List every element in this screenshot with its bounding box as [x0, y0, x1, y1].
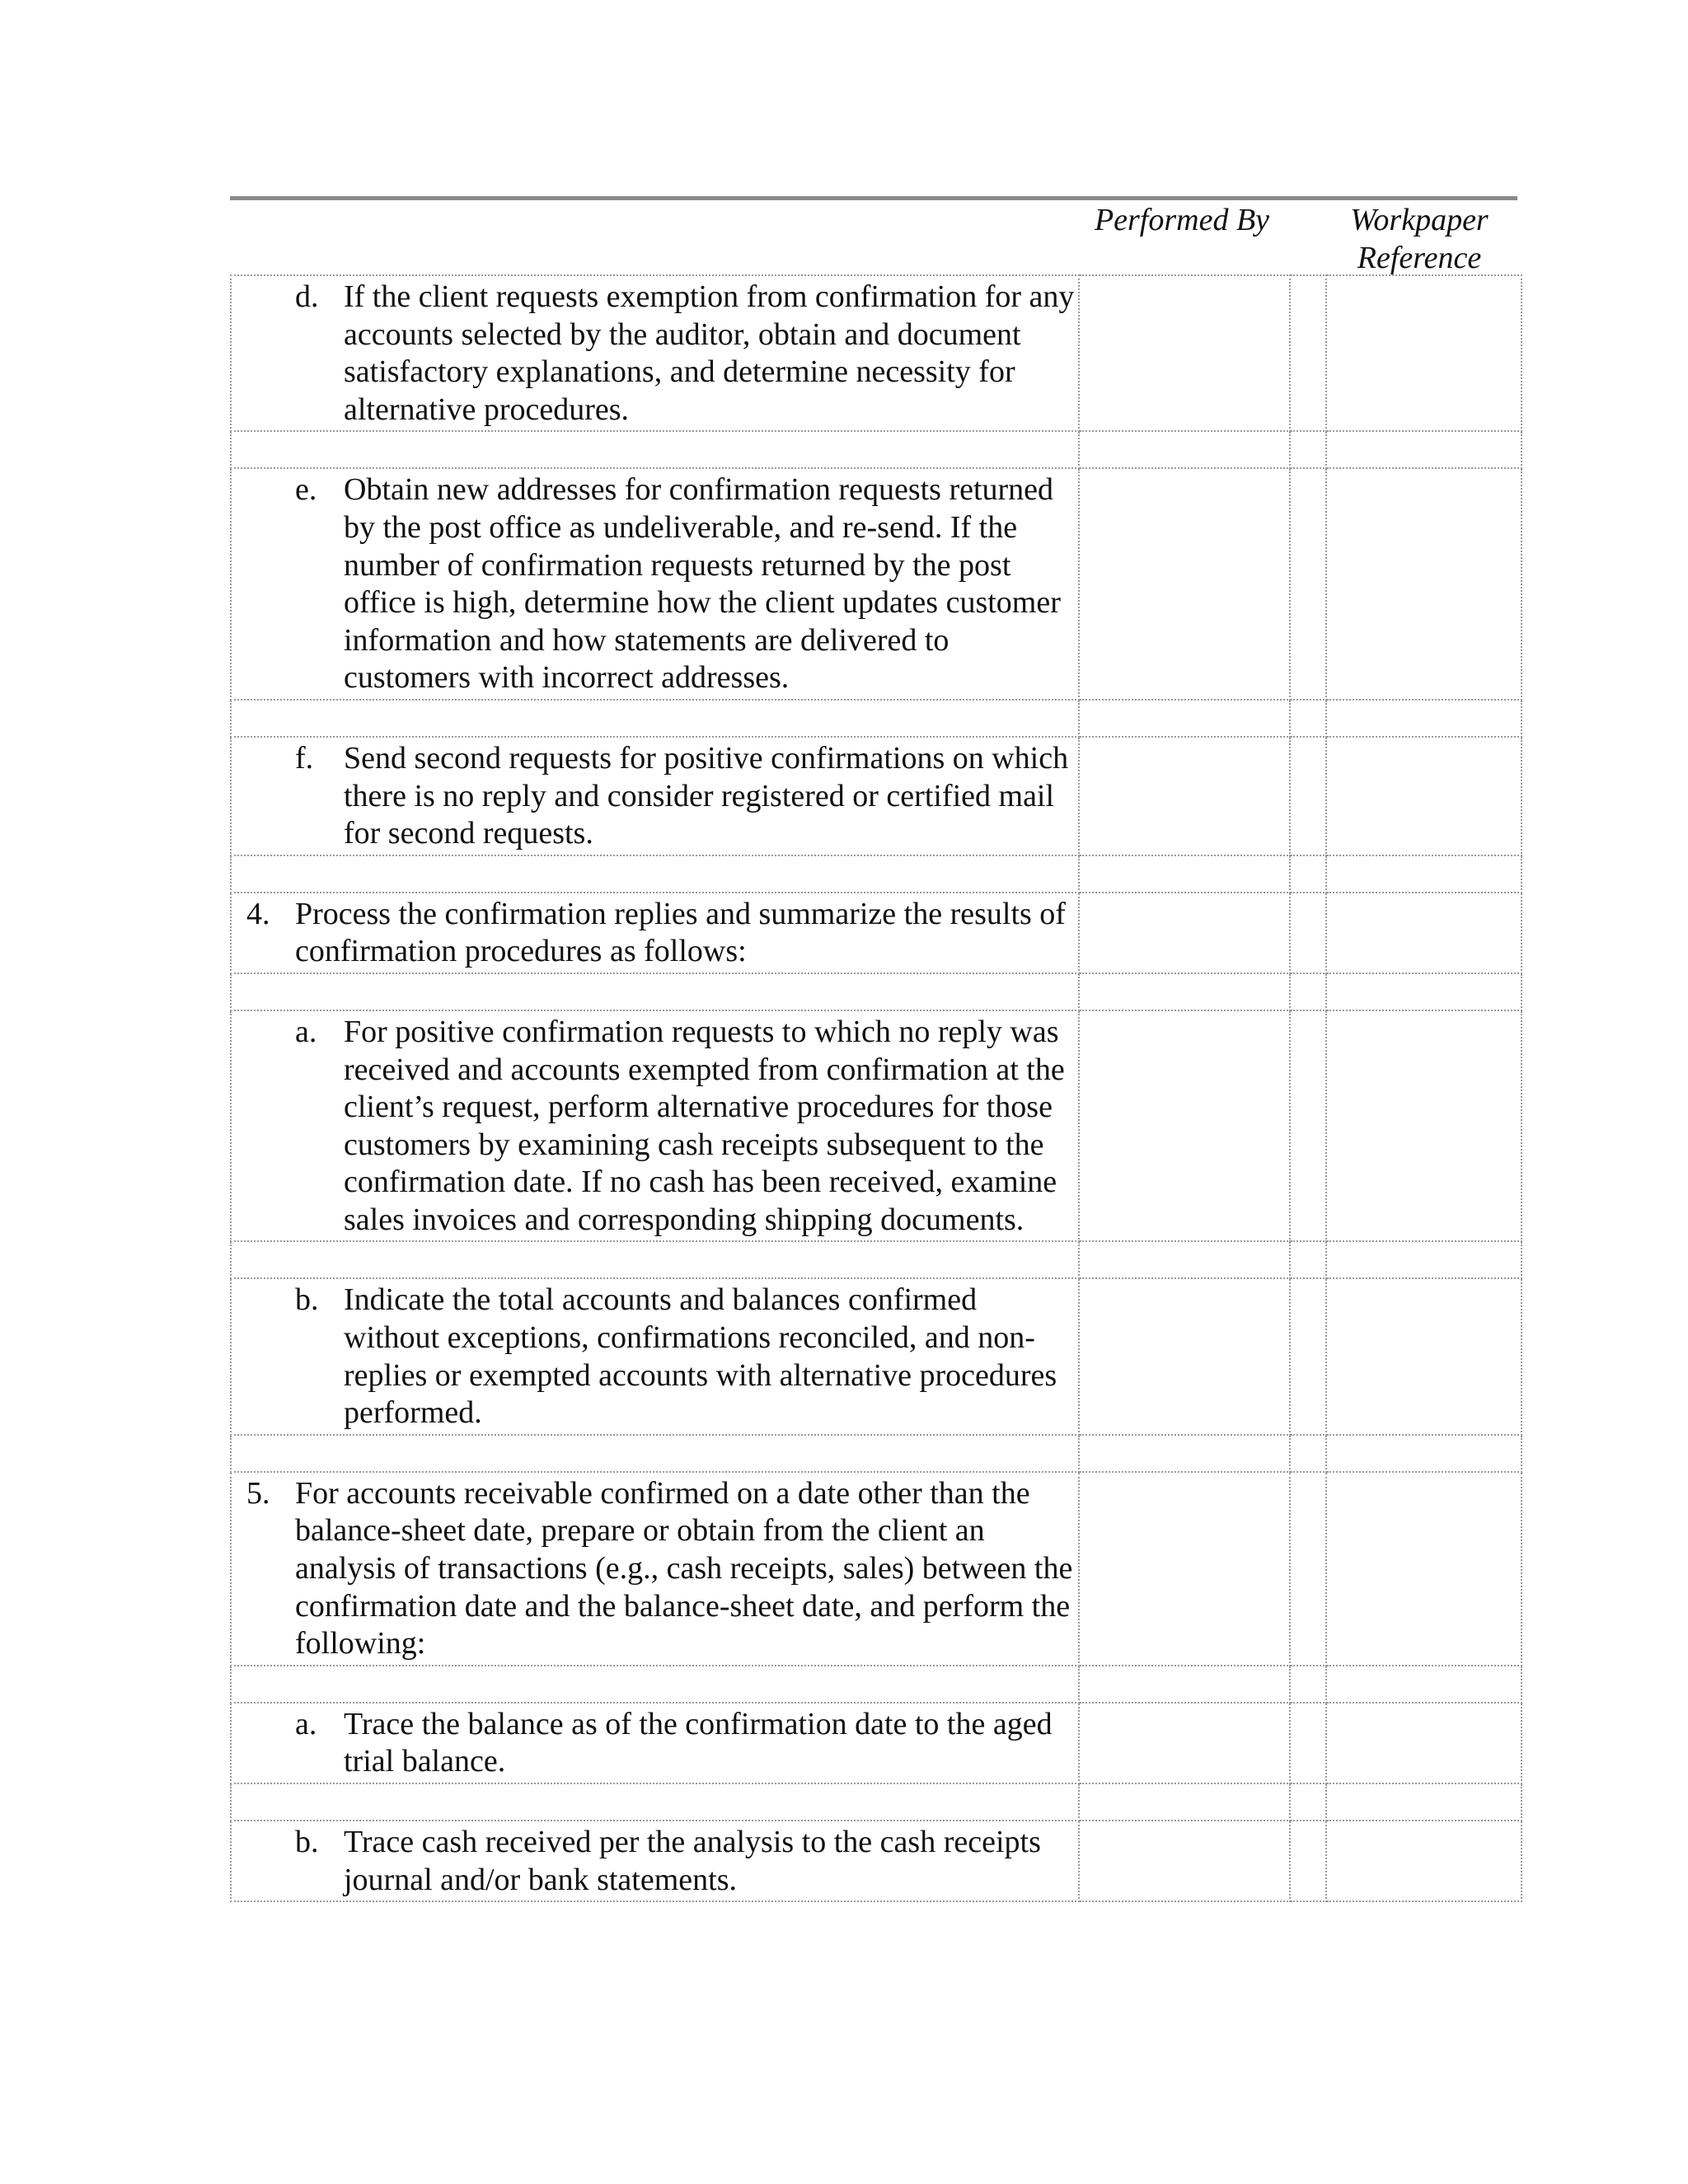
spacer-row [231, 700, 1522, 737]
performed-by-cell[interactable] [1079, 1821, 1290, 1901]
gap-cell [1290, 1821, 1326, 1901]
header-workpaper-reference: Workpaper Reference [1350, 203, 1489, 275]
item-label: e. [295, 472, 317, 508]
procedure-row [231, 1821, 1522, 1901]
item-text: Obtain new addresses for confirmation requests returned by the post office as undeliverable, and re-send. If the number of confirmation requests returned by the post office is high, determine how the client updates customer information and how statements are delivered to customers with incorrect addresses. [344, 472, 1061, 696]
spacer-row [231, 1783, 1522, 1821]
performed-by-cell[interactable] [1079, 275, 1290, 431]
spacer-row [231, 431, 1522, 468]
gap-cell [1290, 275, 1326, 431]
procedure-row [231, 1703, 1522, 1783]
performed-by-cell[interactable] [1079, 1703, 1290, 1783]
procedure-table [230, 274, 1522, 1902]
workpaper-reference-cell[interactable] [1326, 1472, 1522, 1666]
performed-by-cell[interactable] [1079, 468, 1290, 700]
item-text: Indicate the total accounts and balances confirmed without exceptions, confirmations reconciled, and non-replies or exempted accounts with alternative procedures performed. [344, 1282, 1057, 1431]
item-label: b. [295, 1825, 319, 1859]
gap-cell [1290, 1278, 1326, 1434]
performed-by-cell[interactable] [1079, 737, 1290, 855]
performed-by-cell[interactable] [1079, 893, 1290, 973]
item-label: a. [295, 1706, 317, 1741]
item-label: 5. [246, 1475, 270, 1511]
performed-by-cell[interactable] [1079, 1278, 1290, 1434]
item-label: b. [295, 1282, 319, 1318]
spacer-row [231, 855, 1522, 893]
spacer-row [231, 1666, 1522, 1703]
item-label: f. [295, 740, 314, 776]
procedure-description-cell [231, 737, 1079, 855]
spacer-row [231, 1241, 1522, 1278]
gap-cell [1290, 737, 1326, 855]
procedure-row [231, 1010, 1522, 1242]
item-text: Send second requests for positive confirmations on which there is no reply and consider registered or certified mail for second requests. [344, 740, 1069, 851]
top-rule [230, 196, 1517, 200]
procedure-item [232, 1821, 1078, 1900]
workpaper-reference-cell[interactable] [1326, 1010, 1522, 1242]
procedure-item [232, 738, 1078, 855]
procedure-description-cell [231, 893, 1079, 973]
performed-by-cell[interactable] [1079, 1010, 1290, 1242]
gap-cell [1290, 1703, 1326, 1783]
procedure-description-cell [231, 1010, 1079, 1242]
procedure-row [231, 1472, 1522, 1666]
procedure-row [231, 468, 1522, 700]
gap-cell [1290, 893, 1326, 973]
procedure-row [231, 893, 1522, 973]
item-label: d. [295, 279, 319, 314]
item-text: If the client requests exemption from confirmation for any accounts selected by the auditor, obtain and document satisfactory explanations, and determine necessity for alternative procedures. [344, 279, 1075, 427]
procedure-item [232, 1011, 1078, 1241]
workpaper-reference-cell[interactable] [1326, 468, 1522, 700]
spacer-row [231, 1435, 1522, 1472]
workpaper-reference-cell[interactable] [1326, 893, 1522, 973]
item-text: Trace the balance as of the confirmation date to the aged trial balance. [344, 1706, 1053, 1779]
procedure-item [232, 469, 1078, 699]
workpaper-reference-cell[interactable] [1326, 737, 1522, 855]
workpaper-reference-cell[interactable] [1326, 1821, 1522, 1901]
header-performed-by: Performed By [1094, 203, 1270, 237]
procedure-description-cell [231, 275, 1079, 431]
procedure-item [232, 1704, 1078, 1783]
item-label: a. [295, 1014, 317, 1049]
procedure-item [232, 1279, 1078, 1433]
workpaper-reference-cell[interactable] [1326, 1703, 1522, 1783]
procedure-row [231, 1278, 1522, 1434]
procedure-item [232, 1473, 1078, 1665]
procedure-item [232, 276, 1078, 430]
gap-cell [1290, 468, 1326, 700]
procedure-description-cell [231, 468, 1079, 700]
item-label: 4. [246, 896, 270, 931]
procedure-row [231, 737, 1522, 855]
spacer-row [231, 973, 1522, 1010]
procedure-description-cell [231, 1821, 1079, 1901]
procedure-description-cell [231, 1278, 1079, 1434]
procedure-description-cell [231, 1703, 1079, 1783]
item-text: For positive confirmation requests to which no reply was received and accounts exempted from confirmation at the client’s request, perform alternative procedures for those customers by examining cash receipts subsequent to the confirmation date. If no cash has been received, examine sales invoices and corresponding shipping documents. [344, 1014, 1065, 1237]
procedure-description-cell [231, 1472, 1079, 1666]
item-text: Trace cash received per the analysis to the cash receipts journal and/or bank statements. [344, 1825, 1041, 1897]
gap-cell [1290, 1010, 1326, 1242]
item-text: Process the confirmation replies and summarize the results of confirmation procedures as follows: [295, 896, 1066, 969]
procedure-row [231, 275, 1522, 431]
procedure-item [232, 893, 1078, 972]
gap-cell [1290, 1472, 1326, 1666]
workpaper-reference-cell[interactable] [1326, 275, 1522, 431]
performed-by-cell[interactable] [1079, 1472, 1290, 1666]
item-text: For accounts receivable confirmed on a date other than the balance-sheet date, prepare or obtain from the client an analysis of transactions (e.g., cash receipts, sales) between the confirmation date and the balance-sheet date, and perform the following: [295, 1475, 1073, 1661]
workpaper-reference-cell[interactable] [1326, 1278, 1522, 1434]
